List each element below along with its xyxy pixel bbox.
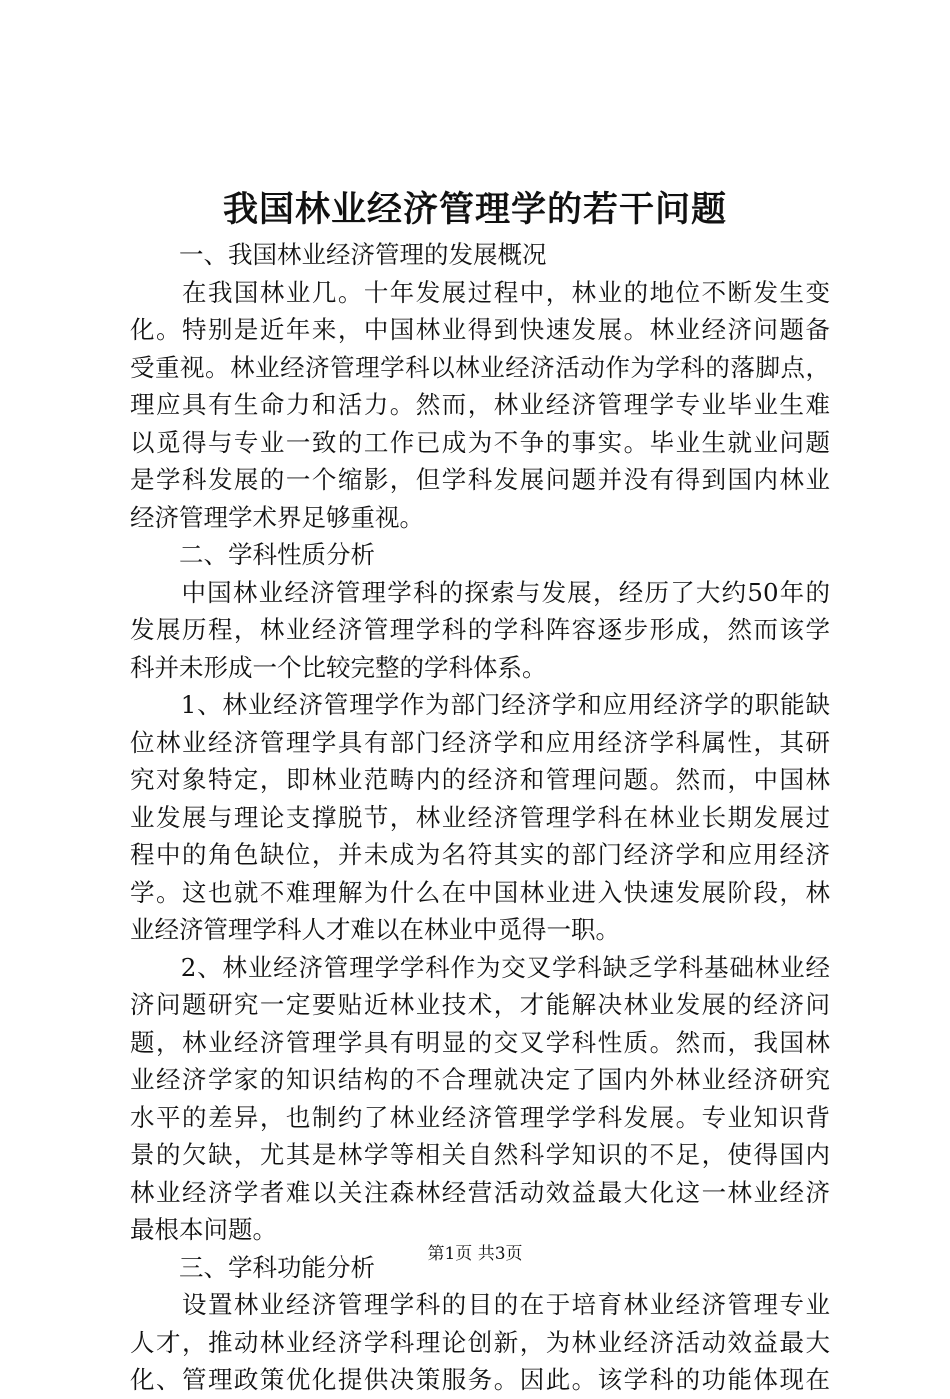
text-line: 受重视。林业经济管理学科以林业经济活动作为学科的落脚点， [130,352,830,382]
text-line: 业经济学家的知识结构的不合理就决定了国内外林业经济研究 [130,1065,830,1094]
document-title: 我国林业经济管理学的若干问题 [222,189,727,230]
text-line: 业发展与理论支撑脱节，林业经济管理学科在林业长期发展过 [130,802,830,832]
text-line: 在我国林业几。十年发展过程中，林业的地位不断发生变 [130,277,830,307]
text-line: 位林业经济管理学具有部门经济学和应用经济学科属性，其研 [130,727,830,757]
text-line: 一、我国林业经济管理的发展概况 [130,240,547,269]
page-footer: 第1页 共3页 [427,1244,523,1264]
text-line: 理应具有生命力和活力。然而，林业经济管理学专业毕业生难 [130,390,830,419]
document-body [130,236,830,1399]
text-line: 最根本问题。 [130,1215,277,1244]
text-line: 济问题研究一定要贴近林业技术，才能解决林业发展的经济问 [130,990,830,1019]
text-line: 设置林业经济管理学科的目的在于培育林业经济管理专业 [130,1290,830,1319]
text-line: 以觅得与专业一致的工作已成为不争的事实。毕业生就业问题 [130,427,830,457]
text-line: 科并未形成一个比较完整的学科体系。 [130,652,547,682]
text-line: 林业经济学者难以关注森林经营活动效益最大化这一林业经济 [130,1177,830,1207]
text-line: 景的欠缺，尤其是林学等相关自然科学知识的不足，使得国内 [130,1140,830,1169]
text-line: 二、学科性质分析 [130,540,375,569]
text-line: 化。特别是近年来，中国林业得到快速发展。林业经济问题备 [130,315,830,344]
text-line: 三、学科功能分析 [130,1252,375,1282]
text-line: 人才，推动林业经济学科理论创新，为林业经济活动效益最大 [130,1327,830,1357]
text-line: 水平的差异，也制约了林业经济管理学学科发展。专业知识背 [130,1102,830,1132]
text-line: 程中的角色缺位，并未成为名符其实的部门经济学和应用经济 [130,840,830,869]
text-line: 化、管理政策优化提供决策服务。因此。该学科的功能体现在 [130,1365,830,1394]
text-line: 1、林业经济管理学作为部门经济学和应用经济学的职能缺 [130,690,830,719]
text-line: 发展历程，林业经济管理学科的学科阵容逐步形成，然而该学 [130,615,830,644]
text-line: 经济管理学术界足够重视。 [130,502,424,532]
text-line: 题，林业经济管理学具有明显的交叉学科性质。然而，我国林 [130,1027,830,1057]
text-line: 学。这也就不难理解为什么在中国林业进入快速发展阶段，林 [130,877,830,907]
text-line: 是学科发展的一个缩影，但学科发展问题并没有得到国内林业 [130,465,830,494]
text-line: 中国林业经济管理学科的探索与发展，经历了大约50年的 [130,577,830,607]
text-line: 业经济管理学科人才难以在林业中觅得一职。 [130,915,620,944]
text-line: 究对象特定，即林业范畴内的经济和管理问题。然而，中国林 [130,765,830,794]
text-line: 2、林业经济管理学学科作为交叉学科缺乏学科基础林业经 [130,952,830,982]
